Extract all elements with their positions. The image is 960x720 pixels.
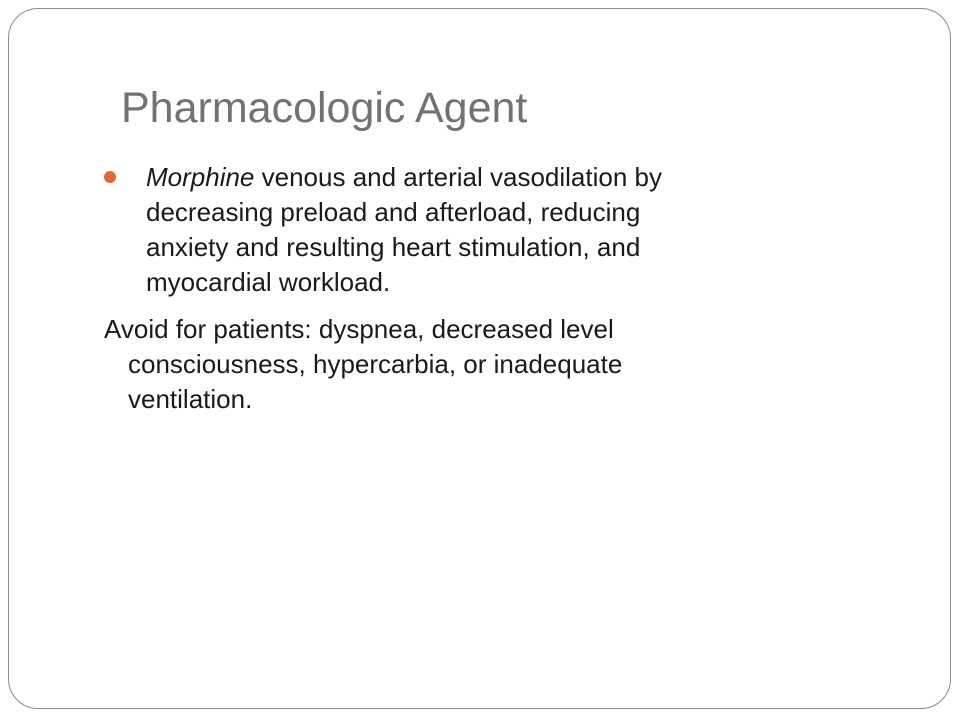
- bullet-dot-icon: [104, 171, 116, 183]
- avoid-paragraph: [104, 312, 824, 417]
- slide-body: [104, 160, 824, 417]
- bullet-line-3: anxiety and resulting heart stimulation, and: [146, 232, 641, 262]
- bullet-line-1: [146, 160, 824, 195]
- avoid-line-3: ventilation.: [128, 384, 253, 414]
- bullet-line-4: myocardial workload.: [146, 267, 391, 297]
- drug-term: Morphine: [146, 162, 255, 192]
- avoid-line-2: consciousness, hypercarbia, or inadequate: [128, 349, 623, 379]
- bullet-paragraph-morphine: [104, 160, 824, 300]
- slide-title: Pharmacologic Agent: [121, 84, 528, 132]
- bullet-line-1-text: venous and arterial vasodilation by: [254, 162, 662, 192]
- avoid-line-1: Avoid for patients: dyspnea, decreased level: [104, 314, 614, 344]
- bullet-line-2: decreasing preload and afterload, reducing: [146, 197, 641, 227]
